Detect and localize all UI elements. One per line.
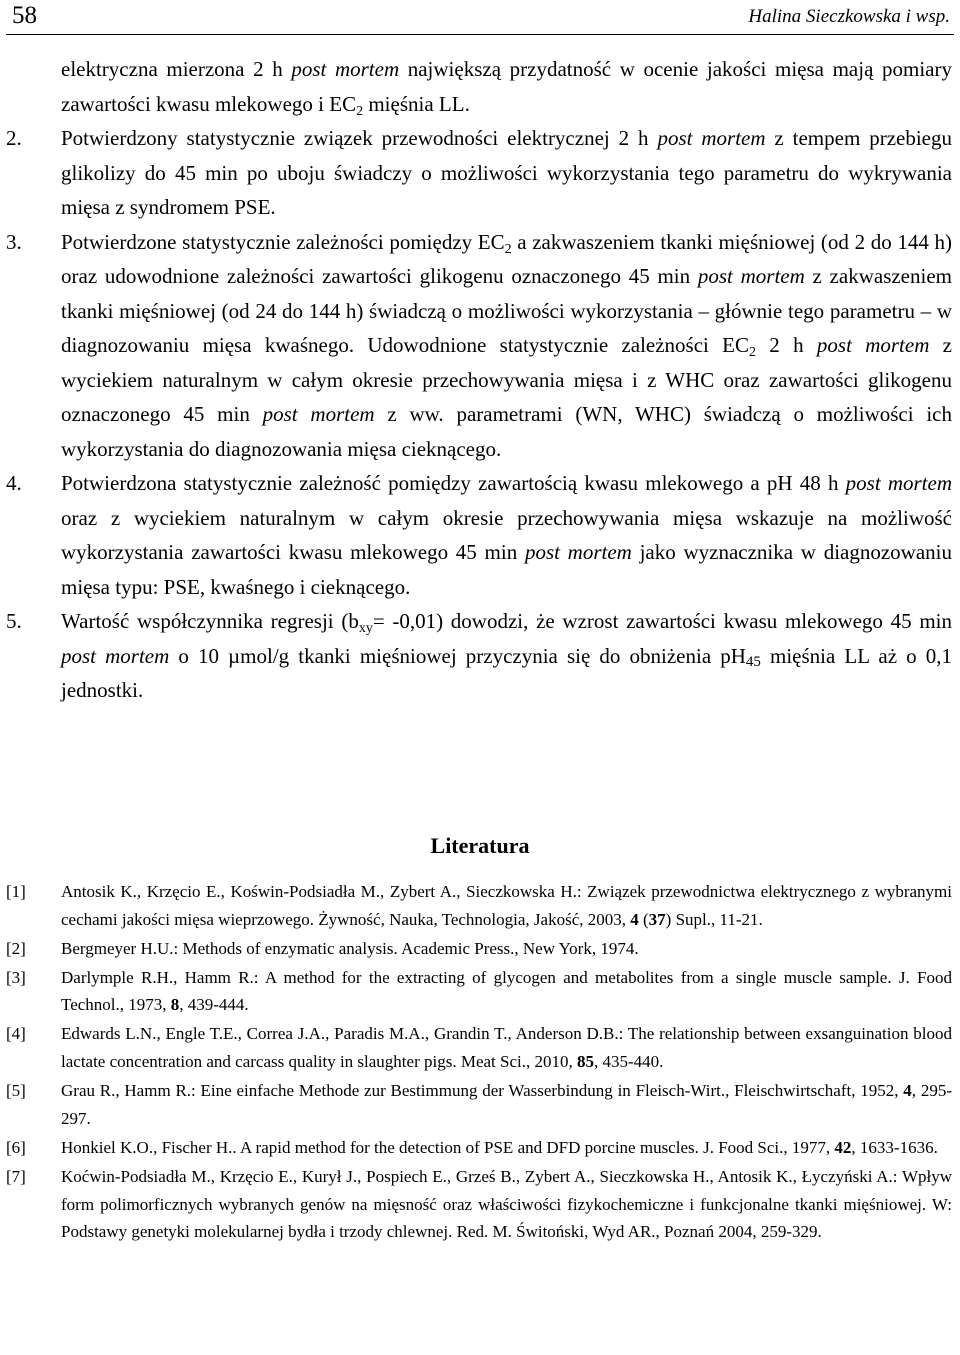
paragraph-text: Wartość współczynnika regresji $(b_{xy}= -0,01)$ dowodzi, że wzrost zawartości kwasu mlekowego 45 min post mortem o 10 µmol/g tkanki mięśniowej przyczynia się do obniżenia $pH_{45}$ mięśnia LL aż o 0,1 jednostki.	[61, 609, 952, 702]
conclusion-item	[6, 466, 952, 604]
reference-item	[6, 1020, 952, 1075]
page-number: 58	[12, 2, 37, 29]
reference-list	[6, 878, 952, 1247]
reference-text: Koćwin-Podsiadła M., Krzęcio E., Kurył J., Pospiech E., Grześ B., Zybert A., Sieczkowska H., Antosik K., Łyczyński A.: Wpływ form polimorficznych wybranych genów na mięsność oraz właściwości fizykochemiczne i funkcjonalne tkanki mięśniowej. W: Podstawy genetyki molekularnej bydła i trzody chlewnej. Red. M. Świtoński, Wyd AR., Poznań 2004, 259-329.	[61, 1166, 952, 1242]
reference-number: [3]	[6, 967, 26, 987]
reference-text: Honkiel K.O., Fischer H.. A rapid method for the detection of PSE and DFD porcine muscles. J. Food Sci., 1977, 42, 1633-1636.	[61, 1137, 938, 1157]
paragraph-text: Potwierdzone statystycznie zależności pomiędzy $EC_2$ a zakwaszeniem tkanki mięśniowej (od 2 do 144 h) oraz udowodnione zależności zawartości glikogenu oznaczonego 45 min post mortem z zakwaszeniem tkanki mięśniowej (od 24 do 144 h) świadczą o możliwości wykorzystania – głównie tego parametru – w diagnozowaniu mięsa kwaśnego. Udowodnione statystycznie zależności $EC_2$ 2 h post mortem z wyciekiem naturalnym w całym okresie przechowywania mięsa i z WHC oraz zawartości glikogenu oznaczonego 45 min post mortem z ww. parametrami (WN, WHC) świadczą o możliwości ich wykorzystania do diagnozowania mięsa cieknącego.	[61, 229, 953, 461]
running-head: Halina Sieczkowska i wsp.	[748, 6, 950, 27]
reference-number: [4]	[6, 1024, 26, 1044]
conclusion-item	[6, 225, 952, 467]
reference-item	[6, 1134, 952, 1162]
conclusion-item	[6, 604, 952, 708]
reference-text: Darlymple R.H., Hamm R.: A method for the extracting of glycogen and metabolites from a single muscle sample. J. Food Technol., 1973, 8, 439-444.	[61, 967, 952, 1015]
reference-number: [7]	[6, 1166, 26, 1186]
reference-text: Edwards L.N., Engle T.E., Correa J.A., Paradis M.A., Grandin T., Anderson D.B.: The relationship between exsanguination blood lactate concentration and carcass quality in slaughter pigs. Meat Sci., 2010, 85, 435-440.	[61, 1024, 952, 1072]
header-rule	[6, 34, 954, 35]
reference-text: Antosik K., Krzęcio E., Koświn-Podsiadła M., Zybert A., Sieczkowska H.: Związek przewodnictwa elektrycznego z wybranymi cechami jakości mięsa wieprzowego. Żywność, Nauka, Technologia, Jakość, 2003, 4 (37) Supl., 11-21.	[61, 882, 952, 929]
reference-item	[6, 1163, 952, 1246]
reference-item	[6, 1077, 952, 1132]
paragraph-text: Potwierdzona statystycznie zależność pomiędzy zawartością kwasu mlekowego a pH 48 h post mortem oraz z wyciekiem naturalnym w całym okresie przechowywania mięsa wskazuje na możliwość wykorzystania zawartości kwasu mlekowego 45 min post mortem jako wyznacznika w diagnozowaniu mięsa typu: PSE, kwaśnego i cieknącego.	[61, 471, 952, 599]
paragraph-text: elektryczna mierzona 2 h post mortem największą przydatność w ocenie jakości mięsa mają pomiary zawartości kwasu mlekowego i $EC_2$ mięśnia LL.	[61, 57, 952, 119]
reference-text: Grau R., Hamm R.: Eine einfache Methode zur Bestimmung der Wasserbindung in Fleisch-Wirt., Fleischwirtschaft, 1952, 4, 295-297.	[61, 1081, 952, 1128]
reference-number: [5]	[6, 1081, 26, 1101]
item-number: 5.	[6, 609, 22, 633]
conclusion-item	[6, 121, 952, 225]
paragraph-text: Potwierdzony statystycznie związek przewodności elektrycznej 2 h post mortem z tempem przebiegu glikolizy do 45 min po uboju świadczy o możliwości wykorzystania tego parametru do wykrywania mięsa z syndromem PSE.	[61, 126, 952, 219]
item-number: 3.	[6, 229, 22, 254]
reference-number: [6]	[6, 1137, 26, 1157]
reference-item	[6, 964, 952, 1019]
literature-heading: Literatura	[430, 833, 530, 858]
item-number: 2.	[6, 126, 22, 150]
reference-item	[6, 935, 952, 963]
page-header	[6, 0, 956, 34]
reference-item	[6, 878, 952, 933]
reference-number: [1]	[6, 882, 26, 901]
item-number: 4.	[6, 471, 22, 495]
reference-text: Bergmeyer H.U.: Methods of enzymatic analysis. Academic Press., New York, 1974.	[61, 938, 639, 958]
conclusion-continuation	[6, 52, 952, 121]
reference-number: [2]	[6, 938, 26, 958]
conclusions-list	[6, 52, 952, 708]
